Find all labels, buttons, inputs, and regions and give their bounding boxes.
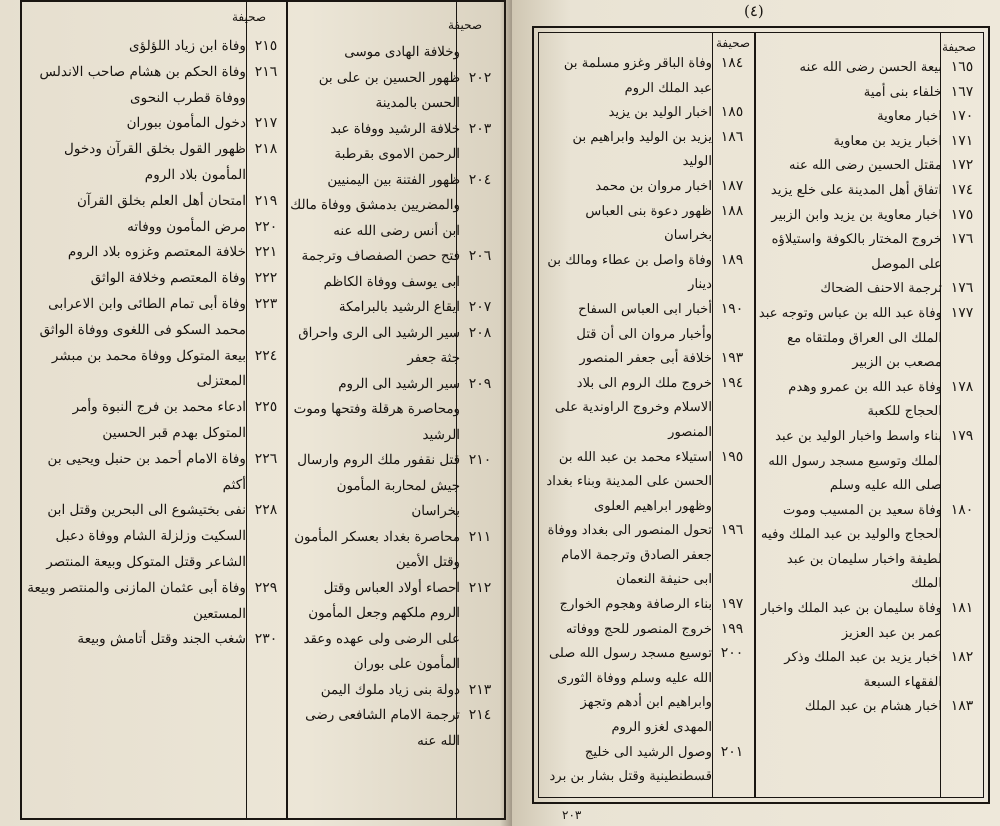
entry-page-number: ٢٢٢ <box>254 270 278 287</box>
entry-title: ايقاع الرشيد بالبرامكة <box>338 300 460 315</box>
index-entry <box>758 179 982 204</box>
entry-page-number: ٢١٠ <box>468 452 492 468</box>
entry-title: وفاة الامام أحمد بن حنبل ويحيى بن أكثم <box>47 450 246 493</box>
entry-title: وفاة الباقر وغزو مسلمة بن عبد الملك الروم <box>563 56 712 96</box>
entry-page-number: ٢٢٥ <box>254 399 278 416</box>
entry-page-number: ١٨٠ <box>950 501 974 518</box>
entry-page-number: ٢٠٦ <box>468 248 492 264</box>
entry-page-number: ٢١١ <box>468 528 492 545</box>
right-inner-column <box>542 52 752 790</box>
right-page <box>512 0 1000 826</box>
entry-page-number: ٢٢٨ <box>254 502 278 519</box>
entry-title: وفاة ابن زياد اللؤلؤى <box>129 38 246 54</box>
entry-page-number: ١٩٦ <box>720 522 744 539</box>
entry-page-number: ٢١٧ <box>254 115 278 132</box>
entry-page-number: ١٧٦ <box>950 280 974 297</box>
index-entry <box>758 277 982 302</box>
entry-page-number: ٢٢١ <box>254 244 278 261</box>
right-inner-column-heading: صحيفة <box>716 36 751 50</box>
entry-title: احصاء أولاد العباس وقتل الروم ملكهم وجعل المأمون على الرضى ولى عهده وعقد المأمون على بوران <box>303 580 460 672</box>
index-entry <box>26 498 286 575</box>
entry-page-number: ٢٠٢ <box>468 69 492 86</box>
index-entry <box>758 228 982 277</box>
entry-page-number: ١٧٩ <box>950 427 974 444</box>
index-entry <box>290 66 500 117</box>
index-entry <box>26 344 286 396</box>
entry-page-number: ١٨٥ <box>720 104 744 121</box>
index-entry <box>758 302 982 376</box>
entry-page-number: ٢٢٤ <box>254 347 278 364</box>
entry-title: خلفاء بنى أمية <box>863 84 942 100</box>
entry-page-number: ١٨٦ <box>720 128 744 145</box>
entry-title: وفاة المعتصم وخلافة الواثق <box>90 270 246 287</box>
index-entry <box>542 101 752 126</box>
entry-title: اخبار معاوية <box>877 109 942 125</box>
index-entry <box>26 34 286 60</box>
entry-page-number: ١٨٢ <box>950 649 974 666</box>
index-entry <box>26 395 286 447</box>
entry-title: اخبار مروان بن محمد <box>595 178 712 194</box>
entry-title: ترجمة الاحنف الضحاك <box>820 281 942 297</box>
index-entry <box>542 175 752 200</box>
entry-title: وصول الرشيد الى خليج قسطنطينية وقتل بشار بن برد <box>549 744 712 785</box>
index-entry <box>542 347 752 372</box>
entry-page-number: ١٩٩ <box>720 620 744 637</box>
index-entry <box>290 321 500 372</box>
entry-page-number: ١٧٠ <box>950 108 974 125</box>
entry-title: مرض المأمون ووفاته <box>127 218 246 235</box>
index-entry <box>290 448 500 525</box>
entry-title: بيعة الحسن رضى الله عنه <box>799 60 942 75</box>
index-entry <box>542 446 752 520</box>
entry-title: بناء واسط واخبار الوليد بن عبد الملك وتوسيع مسجد رسول الله صلى الله عليه وسلم <box>768 428 942 494</box>
entry-title: شغب الجند وقتل أتامش وبيعة <box>77 631 246 648</box>
entry-page-number: ٢١٩ <box>254 192 278 209</box>
index-entry <box>26 137 286 189</box>
entry-title: فتح حصن الصفصاف وترجمة ابى يوسف ووفاة الكاظم <box>301 249 460 290</box>
entry-title: يزيد بن الوليد وابراهيم بن الوليد <box>572 129 712 170</box>
index-entry <box>542 618 752 643</box>
entry-page-number: ١٦٧ <box>950 83 974 100</box>
index-entry <box>26 189 286 215</box>
index-entry <box>542 593 752 618</box>
entry-title: خروج ملك الروم الى بلاد الاسلام وخروج الراوندية على المنصور <box>554 375 712 440</box>
entry-title: وفاة سعيد بن المسيب وموت الحجاج والوليد بن عبد الملك وفيه لطيفة واخبار سليمان بن عبد الملك <box>761 502 942 592</box>
index-entry <box>290 244 500 295</box>
entry-page-number: ٢٣٠ <box>254 631 278 648</box>
index-entry <box>542 200 752 249</box>
index-entry <box>542 52 752 101</box>
entry-page-number: ٢٠٠ <box>720 645 744 662</box>
right-outer-column <box>758 56 982 720</box>
entry-page-number: ٢٠٧ <box>468 299 492 315</box>
entry-title: وفاة أبى تمام الطائى وابن الاعرابى محمد السكو فى اللغوى ووفاة الواثق <box>39 295 246 338</box>
entry-page-number: ٢٠٨ <box>468 324 492 341</box>
left-outer-column-heading: صحيفة <box>232 10 267 24</box>
entry-page-number: ١٧١ <box>950 132 974 149</box>
entry-title: سير الرشيد الى الروم ومحاصرة هرقلة وفتحها وموت الرشيد <box>293 376 460 443</box>
entry-title: اخبار معاوية بن يزيد وابن الزبير <box>771 207 942 223</box>
index-entry <box>290 525 500 576</box>
entry-title: وفاة عبد الله بن عمرو وهدم الحجاج للكعبة <box>788 379 942 420</box>
index-entry <box>758 105 982 130</box>
entry-title: بناء الرصافة وهجوم الخوارج <box>559 597 712 613</box>
entry-title: توسيع مسجد رسول الله صلى الله عليه وسلم ووفاة الثورى وابراهيم ابن أدهم وتجهز المهدى لغزو الروم <box>548 646 712 736</box>
entry-title: وفاة سليمان بن عبد الملك واخبار عمر بن عبد العزيز <box>760 601 942 641</box>
index-entry <box>542 126 752 175</box>
entry-page-number: ١٧٦ <box>950 231 974 248</box>
right-outer-column-heading: صحيفة <box>942 40 977 54</box>
entry-title: اتفاق أهل المدينة على خلع يزيد <box>770 182 942 198</box>
index-entry <box>26 447 286 499</box>
entry-page-number: ٢٠١ <box>720 743 744 760</box>
entry-title: قتل نقفور ملك الروم وارسال جيش لمحاربة المأمون بخراسان <box>297 453 460 519</box>
index-entry <box>290 703 500 754</box>
index-entry <box>290 40 500 66</box>
entry-title: خروج المختار بالكوفة واستيلاؤه على الموصل <box>771 232 942 272</box>
index-entry <box>290 295 500 321</box>
index-entry <box>542 519 752 593</box>
entry-title: ظهور الفتنة بين اليمنيين والمضريين بدمشق ووفاة مالك ابن أنس رضى الله عنه <box>290 172 460 239</box>
entry-page-number: ٢٠٤ <box>468 171 492 188</box>
entry-title: اخبار يزيد بن معاوية <box>833 133 942 149</box>
entry-page-number: ١٦٥ <box>950 59 974 75</box>
index-entry <box>26 627 286 653</box>
entry-title: خلافة المعتصم وغزوه بلاد الروم <box>67 244 246 261</box>
entry-page-number: ١٧٢ <box>950 157 974 174</box>
index-entry <box>542 298 752 347</box>
page-number: (٤) <box>744 2 764 20</box>
entry-page-number: ١٨٧ <box>720 177 744 194</box>
entry-page-number: ١٩٧ <box>720 596 744 613</box>
entry-title: استيلاء محمد بن عبد الله بن الحسن على المدينة وبناء بغداد وظهور ابراهيم العلوى <box>546 449 712 514</box>
index-entry <box>758 646 982 695</box>
entry-title: ترجمة الامام الشافعى رضى الله عنه <box>305 708 460 749</box>
index-entry <box>758 376 982 425</box>
entry-page-number: ١٧٨ <box>950 378 974 395</box>
index-entry <box>542 741 752 790</box>
index-entry <box>290 678 500 704</box>
left-inner-column <box>290 40 500 754</box>
entry-page-number: ١٨٣ <box>950 698 974 715</box>
entry-title: أخبار ابى العباس السفاح وأخبار مروان الى أن قتل <box>576 301 712 342</box>
footer-signature-number: ٢٠٣ <box>562 808 582 822</box>
entry-page-number: ١٧٧ <box>950 304 974 321</box>
entry-page-number: ١٩٠ <box>720 300 744 317</box>
entry-page-number: ٢٢٩ <box>254 579 278 596</box>
index-entry <box>542 642 752 740</box>
entry-title: اخبار يزيد بن عبد الملك وذكر الفقهاء السبعة <box>784 650 942 690</box>
left-outer-column <box>26 34 286 653</box>
entry-title: خلافة أبى جعفر المنصور <box>579 351 712 367</box>
entry-page-number: ٢٢٦ <box>254 450 278 467</box>
entry-title: اخبار هشام بن عبد الملك <box>804 699 942 715</box>
index-entry <box>758 204 982 229</box>
entry-page-number: ١٩٤ <box>720 374 744 391</box>
entry-page-number: ١٨٩ <box>720 251 744 268</box>
index-entry <box>758 597 982 646</box>
entry-page-number: ٢١٨ <box>254 141 278 158</box>
index-entry <box>26 266 286 292</box>
entry-title: نفى بختيشوع الى البحرين وقتل ابن السكيت وزلزلة الشام ووفاة دعبل الشاعر وقتل المتوكل وبيعة المنتصر <box>46 502 246 570</box>
index-entry <box>26 111 286 137</box>
entry-page-number: ٢١٥ <box>254 38 278 54</box>
entry-title: وفاة أبى عثمان المازنى والمنتصر وبيعة المستعين <box>27 579 246 622</box>
entry-title: مقتل الحسين رضى الله عنه <box>788 158 942 174</box>
entry-page-number: ١٨١ <box>950 600 974 617</box>
entry-title: بيعة المتوكل ووفاة محمد بن مبشر المعتزلى <box>51 347 246 390</box>
index-entry <box>758 154 982 179</box>
entry-title: امتحان أهل العلم بخلق القرآن <box>76 192 246 209</box>
entry-page-number: ٢٢٠ <box>254 218 278 235</box>
index-entry <box>26 60 286 112</box>
left-inner-column-heading: صحيفة <box>448 18 483 32</box>
entry-title: ظهور القول بخلق القرآن ودخول المأمون بلاد الروم <box>63 141 246 183</box>
index-entry <box>542 372 752 446</box>
entry-page-number: ١٨٤ <box>720 55 744 71</box>
entry-page-number: ١٩٥ <box>720 448 744 465</box>
entry-page-number: ٢٢٣ <box>254 295 278 312</box>
index-entry <box>290 576 500 678</box>
left-column-divider <box>286 0 288 820</box>
entry-page-number: ١٧٥ <box>950 206 974 223</box>
entry-title: دولة بنى زياد ملوك اليمن <box>320 682 460 698</box>
entry-page-number: ٢١٣ <box>468 681 492 698</box>
index-entry <box>758 130 982 155</box>
entry-page-number: ١٨٨ <box>720 202 744 219</box>
entry-title: وخلافة الهادى موسى <box>344 45 460 60</box>
entry-page-number: ٢١٤ <box>468 707 492 723</box>
index-entry <box>26 292 286 344</box>
index-entry <box>26 240 286 266</box>
index-entry <box>290 168 500 245</box>
entry-title: دخول المأمون ببوران <box>126 115 246 132</box>
entry-page-number: ٢٠٣ <box>468 120 492 137</box>
entry-page-number: ١٧٤ <box>950 181 974 198</box>
index-entry <box>758 425 982 499</box>
index-entry <box>758 695 982 720</box>
entry-title: خلافة الرشيد ووفاة عبد الرحمن الاموى بقرطبة <box>330 121 460 162</box>
entry-title: وفاة الحكم بن هشام صاحب الاندلس ووفاة قطرب النحوى <box>39 63 246 106</box>
index-entry <box>26 576 286 628</box>
right-column-divider <box>754 32 756 798</box>
index-entry <box>542 249 752 298</box>
entry-page-number: ١٩٣ <box>720 350 744 367</box>
entry-title: سير الرشيد الى الرى واحراق جثة جعفر <box>298 325 460 366</box>
index-entry <box>290 117 500 168</box>
index-entry <box>290 372 500 449</box>
index-entry <box>26 215 286 241</box>
entry-title: وفاة عبد الله بن عباس وتوجه عبد الملك الى العراق وملتقاه مع مصعب بن الزبير <box>758 305 942 371</box>
entry-page-number: ٢١٦ <box>254 63 278 80</box>
entry-title: ادعاء محمد بن فرج النبوة وأمر المتوكل بهدم قبر الحسين <box>72 399 246 441</box>
index-entry <box>758 56 982 81</box>
entry-title: ظهور الحسين بن على بن الحسن بالمدينة <box>318 70 460 111</box>
entry-title: ظهور دعوة بنى العباس بخراسان <box>585 203 712 244</box>
index-entry <box>758 499 982 597</box>
entry-title: تحول المنصور الى بغداد ووفاة جعفر الصادق وترجمة الامام ابى حنيفة النعمان <box>547 523 712 588</box>
entry-title: خروج المنصور للحج ووفاته <box>566 621 712 637</box>
index-entry <box>758 81 982 106</box>
entry-title: اخبار الوليد بن يزيد <box>608 105 712 121</box>
entry-title: وفاة واصل بن عطاء ومالك بن دينار <box>547 252 712 293</box>
entry-title: محاصرة بغداد بعسكر المأمون وقتل الأمين <box>294 529 460 570</box>
entry-page-number: ٢١٢ <box>468 579 492 596</box>
entry-page-number: ٢٠٩ <box>468 375 492 392</box>
